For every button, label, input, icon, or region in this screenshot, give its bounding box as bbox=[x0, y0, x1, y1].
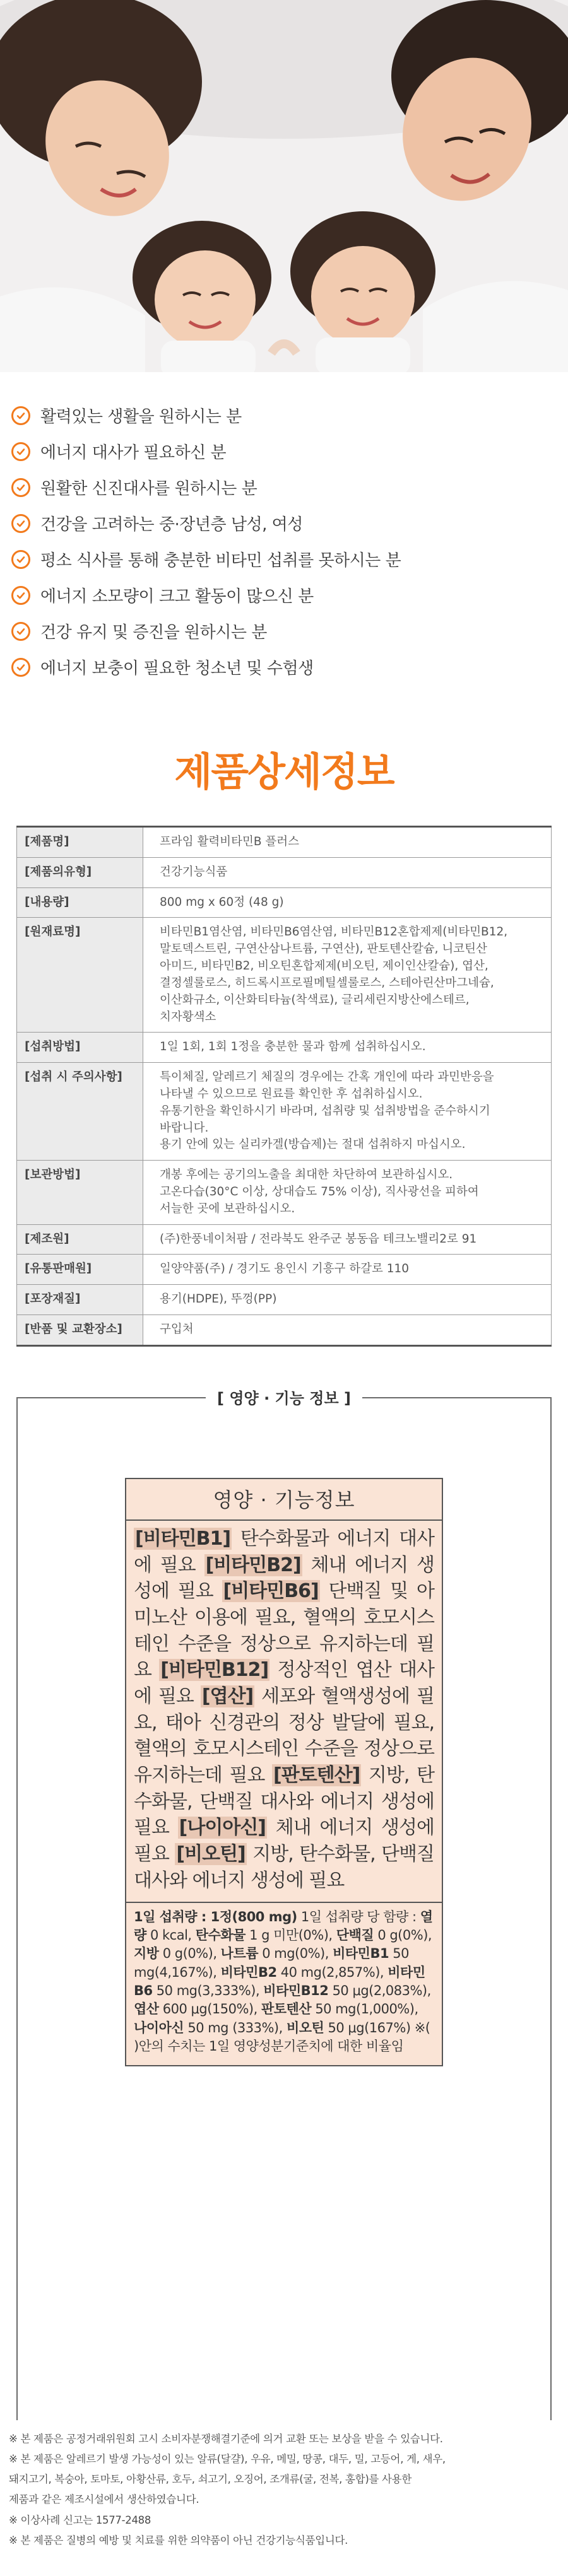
list-item-text: 에너지 대사가 필요하신 분 bbox=[40, 443, 227, 462]
list-item-text: 원활한 신진대사를 원하시는 분 bbox=[40, 479, 257, 498]
family-photo-illustration bbox=[0, 0, 568, 372]
nutrient-name: 비오틴 bbox=[286, 2020, 324, 2035]
spec-value: 특이체질, 알레르기 체질의 경우에는 간혹 개인에 따라 과민반응을 나타낼 수 있으므로 원료를 확인한 후 섭취하십시오. 유통기한을 확인하시기 바라며, 섭취량 및 섭취방법을 준수하시기 바랍니다. 용기 안에 있는 실리카겔(방습제)는 절대 섭취하지 마십시오. bbox=[143, 1063, 552, 1161]
table-row bbox=[17, 918, 552, 1033]
spec-key: [반품 및 교환장소] bbox=[17, 1315, 143, 1346]
table-row bbox=[17, 1033, 552, 1063]
check-circle-icon bbox=[11, 406, 30, 425]
spec-key: [섭취 시 주의사항] bbox=[17, 1063, 143, 1161]
list-item-text: 활력있는 생활을 원하시는 분 bbox=[40, 407, 242, 426]
nutrient-name: 열량 bbox=[134, 1909, 433, 1943]
nutrient-name: 판토텐산 bbox=[261, 2001, 312, 2017]
notice-line: ※ 본 제품은 알레르기 발생 가능성이 있는 알류(달걀), 우유, 메밀, 땅콩, 대두, 밀, 고등어, 게, 새우, bbox=[9, 2453, 446, 2466]
nutrient-amount: 50 μg(2,083%), bbox=[328, 1983, 431, 1999]
table-row bbox=[17, 1224, 552, 1255]
check-circle-icon bbox=[11, 622, 30, 641]
nutrient-name: [비타민B12] bbox=[160, 1659, 269, 1682]
nutrient-function: 단백질 및 아미노산 이용에 필요, 혈액의 호모시스테인 수준을 정상으로 유지하는데 필요 bbox=[134, 1580, 434, 1682]
daily-intake-info bbox=[126, 1903, 442, 2065]
list-item bbox=[11, 505, 568, 541]
nutrient-amount: 50 mg (333%), bbox=[184, 2020, 287, 2035]
intake-footnote: ※( )안의 수치는 1일 영양성분기준치에 대한 비율임 bbox=[134, 2020, 430, 2054]
spec-key: [제품명] bbox=[17, 827, 143, 858]
nutrient-function: 정상적인 엽산 대사에 필요 bbox=[134, 1659, 434, 1707]
nutrient-amount: 0 g(0%), bbox=[158, 1946, 221, 1962]
nutrient-amount: 600 μg(150%), bbox=[158, 2001, 261, 2017]
section-title: 제품상세정보 bbox=[174, 749, 394, 795]
product-spec-table bbox=[16, 826, 552, 1347]
nutrient-name: 엽산 bbox=[134, 2001, 159, 2017]
nutrient-name: [비타민B6] bbox=[223, 1580, 319, 1603]
nutrient-name: [비타민B1] bbox=[135, 1527, 231, 1550]
check-circle-icon bbox=[11, 514, 30, 533]
spec-key: [내용량] bbox=[17, 887, 143, 918]
spec-value: 1일 1회, 1회 1정을 충분한 물과 함께 섭취하십시오. bbox=[143, 1033, 552, 1063]
nutrient-amount: 0 g(0%), bbox=[374, 1927, 432, 1943]
check-circle-icon bbox=[11, 586, 30, 605]
table-row bbox=[17, 1255, 552, 1285]
notice-line: ※ 본 제품은 질병의 예방 및 치료를 위한 의약품이 아닌 건강기능식품입니다. bbox=[9, 2534, 348, 2546]
spec-key: [보관방법] bbox=[17, 1161, 143, 1224]
list-item bbox=[11, 577, 568, 613]
table-row bbox=[17, 887, 552, 918]
list-item bbox=[11, 469, 568, 505]
nutrition-heading-text: [ 영양 · 기능 정보 ] bbox=[206, 1390, 362, 1407]
nutrient-amount: 50 mg(1,000%), bbox=[311, 2001, 418, 2017]
list-item-text: 건강 유지 및 증진을 원하시는 분 bbox=[40, 623, 267, 642]
list-item bbox=[11, 649, 568, 685]
nutrient-name: 나트륨 bbox=[220, 1946, 259, 1962]
check-circle-icon bbox=[11, 550, 30, 569]
nutrient-function: 지방, 탄수화물, 단백질 대사와 에너지 생성에 필요 bbox=[134, 1843, 434, 1892]
spec-value: 800 mg x 60정 (48 g) bbox=[143, 887, 552, 918]
spec-value: 일양약품(주) / 경기도 용인시 기흥구 하갈로 110 bbox=[143, 1255, 552, 1285]
nutrient-function: 체내 에너지 생성에 필요 bbox=[134, 1817, 434, 1866]
nutrition-info-card bbox=[125, 1478, 443, 2066]
nutrition-card-title: 영양 · 기능정보 bbox=[126, 1479, 442, 1521]
list-item-text: 에너지 소모량이 크고 활동이 많으신 분 bbox=[40, 587, 314, 606]
nutrient-name: 비타민B2 bbox=[220, 1964, 277, 1980]
spec-value: 프라임 활력비타민B 플러스 bbox=[143, 827, 552, 858]
nutrient-name: [엽산] bbox=[201, 1685, 254, 1707]
table-row bbox=[17, 1285, 552, 1315]
spec-key: [유통판매원] bbox=[17, 1255, 143, 1285]
spec-value: 개봉 후에는 공기의노출을 최대한 차단하여 보관하십시오. 고온다습(30°C 이상, 상대습도 75% 이상), 직사광선을 피하여 서늘한 곳에 보관하십시오. bbox=[143, 1161, 552, 1224]
product-spec-table-wrapper bbox=[0, 826, 568, 1347]
nutrient-name: [판토텐산] bbox=[273, 1764, 360, 1787]
nutrient-name: 비타민B1 bbox=[333, 1946, 389, 1962]
check-circle-icon bbox=[11, 658, 30, 677]
nutrient-name: 나이아신 bbox=[134, 2020, 184, 2035]
nutrient-amount: 40 mg(2,857%), bbox=[276, 1964, 388, 1980]
nutrient-amount: 1 g 미만(0%), bbox=[245, 1927, 336, 1943]
nutrient-function: 탄수화물과 에너지 대사에 필요 bbox=[134, 1527, 434, 1576]
nutrient-name: 비타민B6 bbox=[134, 1964, 425, 1999]
nutrient-name: [비오틴] bbox=[176, 1843, 246, 1866]
nutrient-amount: 50 mg(3,333%), bbox=[152, 1983, 264, 1999]
nutrient-amount: 50 μg(167%) bbox=[324, 2020, 415, 2035]
list-item-text: 평소 식사를 통해 충분한 비타민 섭취를 못하시는 분 bbox=[40, 551, 401, 570]
spec-value: 용기(HDPE), 뚜껑(PP) bbox=[143, 1285, 552, 1315]
nutrient-amount: 50 mg(4,167%), bbox=[134, 1946, 409, 1980]
function-claims bbox=[126, 1521, 442, 1902]
check-circle-icon bbox=[11, 442, 30, 461]
spec-key: [포장재질] bbox=[17, 1285, 143, 1315]
nutrient-function: 지방, 탄수화물, 단백질 대사와 에너지 생성에 필요 bbox=[134, 1764, 434, 1839]
nutrient-name: 지방 bbox=[134, 1946, 159, 1962]
spec-key: [섭취방법] bbox=[17, 1033, 143, 1063]
notice-line: ※ 이상사례 신고는 1577-2488 bbox=[9, 2514, 151, 2526]
spec-value: (주)한풍네이처팜 / 전라북도 완주군 봉동읍 테크노밸리2로 91 bbox=[143, 1224, 552, 1255]
nutrition-section bbox=[0, 1389, 568, 2420]
nutrient-function: 체내 에너지 생성에 필요 bbox=[134, 1554, 434, 1603]
list-item bbox=[11, 397, 568, 433]
table-row bbox=[17, 1063, 552, 1161]
nutrient-function: 세포와 혈액생성에 필요, 태아 신경관의 정상 발달에 필요, 혈액의 호모시스테인 수준을 정상으로 유지하는데 필요 bbox=[134, 1685, 434, 1787]
hero-photo bbox=[0, 0, 568, 372]
list-item-text: 건강을 고려하는 중·장년층 남성, 여성 bbox=[40, 515, 303, 534]
spec-key: [제품의유형] bbox=[17, 857, 143, 887]
table-row bbox=[17, 857, 552, 887]
table-row bbox=[17, 827, 552, 858]
nutrient-name: 탄수화물 bbox=[195, 1927, 246, 1943]
nutrient-name: 비타민B12 bbox=[263, 1983, 329, 1999]
intake-lead: 1일 섭취량 당 함량 : bbox=[297, 1909, 420, 1924]
list-item-text: 에너지 보충이 필요한 청소년 및 수험생 bbox=[40, 659, 314, 678]
spec-value: 구입처 bbox=[143, 1315, 552, 1346]
list-item bbox=[11, 433, 568, 469]
spec-key: [원재료명] bbox=[17, 918, 143, 1033]
table-row bbox=[17, 1161, 552, 1224]
list-item bbox=[11, 613, 568, 649]
daily-intake-label: 1일 섭취량 : 1정(800 mg) bbox=[134, 1909, 297, 1924]
nutrient-amount: 0 mg(0%), bbox=[258, 1946, 333, 1962]
notice-list bbox=[0, 2420, 568, 2576]
nutrient-name: [나이아신] bbox=[179, 1817, 266, 1839]
nutrient-name: [비타민B2] bbox=[205, 1554, 301, 1576]
nutrient-amount: 0 kcal, bbox=[146, 1927, 196, 1943]
table-row bbox=[17, 1315, 552, 1346]
spec-value: 비타민B1염산염, 비타민B6염산염, 비타민B12혼합제제(비타민B12, 말토덱스트린, 구연산삼나트륨, 구연산), 판토텐산칼슘, 니코틴산 아미드, 비타민B2, 비오틴혼합제제(비오틴, 제이인산칼슘), 엽산, 결정셀룰로스, 히드록시프로필메틸셀룰로스, 스테아린산마그네슘, 이산화규소, 이산화티타늄(착색료), 글리세린지방산에스테르, 치자황색소 bbox=[143, 918, 552, 1033]
check-circle-icon bbox=[11, 478, 30, 497]
spec-value: 건강기능식품 bbox=[143, 857, 552, 887]
recommended-for-list bbox=[0, 372, 568, 715]
spec-key: [제조원] bbox=[17, 1224, 143, 1255]
notice-line: 돼지고기, 복숭아, 토마토, 아황산류, 호두, 쇠고기, 오징어, 조개류(굴, 전복, 홍합)를 사용한 bbox=[9, 2473, 411, 2486]
notice-line: ※ 본 제품은 공정거래위원회 고시 소비자분쟁해결기준에 의거 교환 또는 보상을 받을 수 있습니다. bbox=[9, 2432, 443, 2445]
list-item bbox=[11, 541, 568, 577]
notice-line: 제품과 같은 제조시설에서 생산하였습니다. bbox=[9, 2493, 199, 2506]
nutrient-name: 단백질 bbox=[336, 1927, 374, 1943]
nutrition-heading bbox=[0, 1386, 568, 1408]
